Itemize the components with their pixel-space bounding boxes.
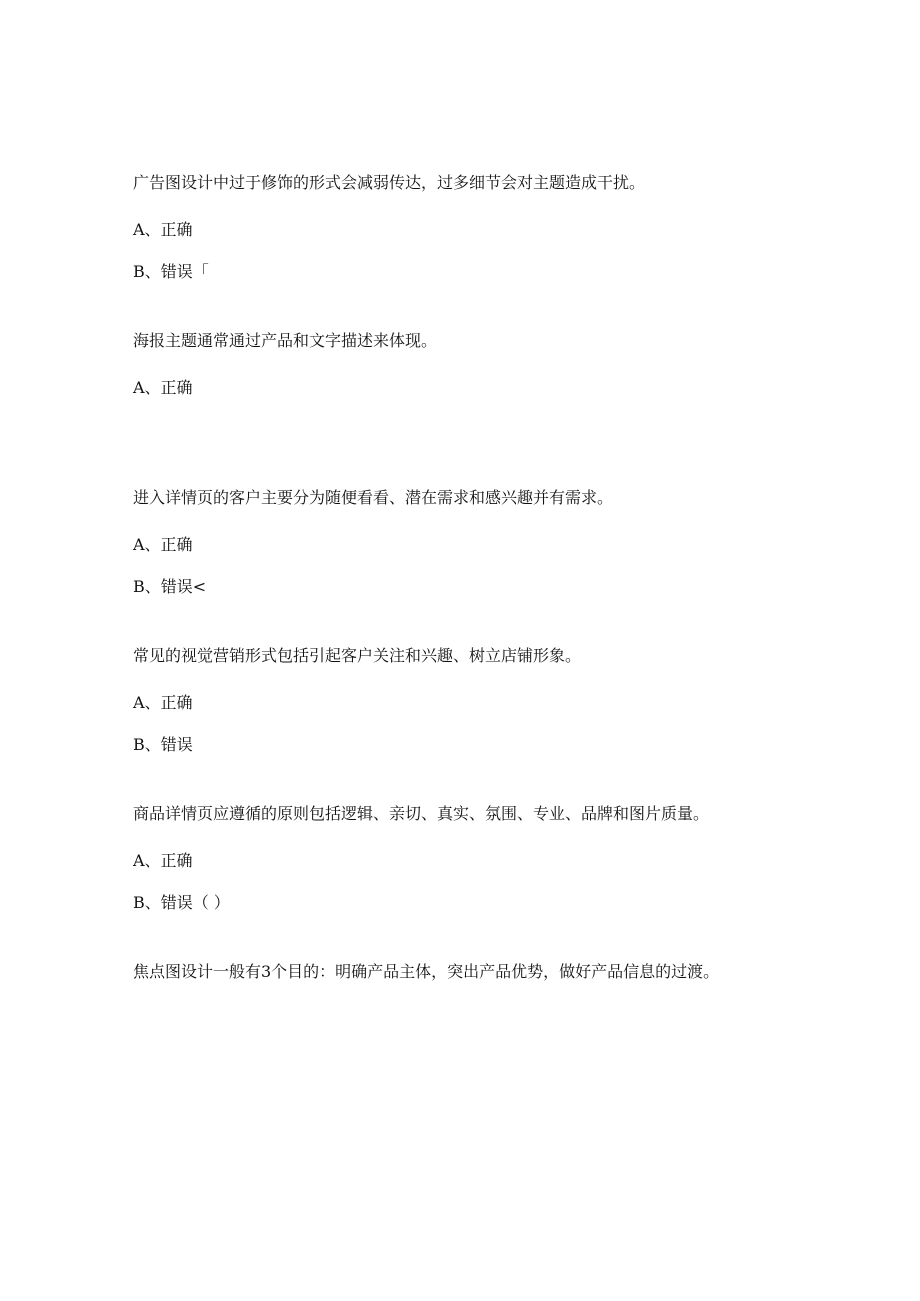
question-4-option-b: B、错误 bbox=[133, 735, 193, 754]
question-5-text: 商品详情页应遵循的原则包括逻辑、亲切、真实、氛围、专业、品牌和图片质量。 bbox=[133, 804, 710, 823]
question-2-option-a: A、正确 bbox=[133, 378, 193, 397]
question-5-option-a: A、正确 bbox=[133, 851, 193, 870]
question-5-option-b: B、错误（ ） bbox=[133, 893, 230, 912]
question-1-option-a: A、正确 bbox=[133, 220, 193, 239]
question-2-text: 海报主题通常通过产品和文字描述来体现。 bbox=[133, 331, 438, 350]
question-3-option-b: B、错误< bbox=[133, 577, 207, 596]
question-1-text: 广告图设计中过于修饰的形式会减弱传达，过多细节会对主题造成干扰。 bbox=[133, 173, 646, 192]
question-3-option-a: A、正确 bbox=[133, 535, 193, 554]
question-4-text: 常见的视觉营销形式包括引起客户关注和兴趣、树立店铺形象。 bbox=[133, 646, 582, 665]
question-1-option-b: B、错误「 bbox=[133, 262, 209, 281]
question-3-text: 进入详情页的客户主要分为随便看看、潜在需求和感兴趣并有需求。 bbox=[133, 488, 614, 507]
question-4-option-a: A、正确 bbox=[133, 693, 193, 712]
question-6-text: 焦点图设计一般有3个目的：明确产品主体，突出产品优势，做好产品信息的过渡。 bbox=[133, 962, 720, 981]
